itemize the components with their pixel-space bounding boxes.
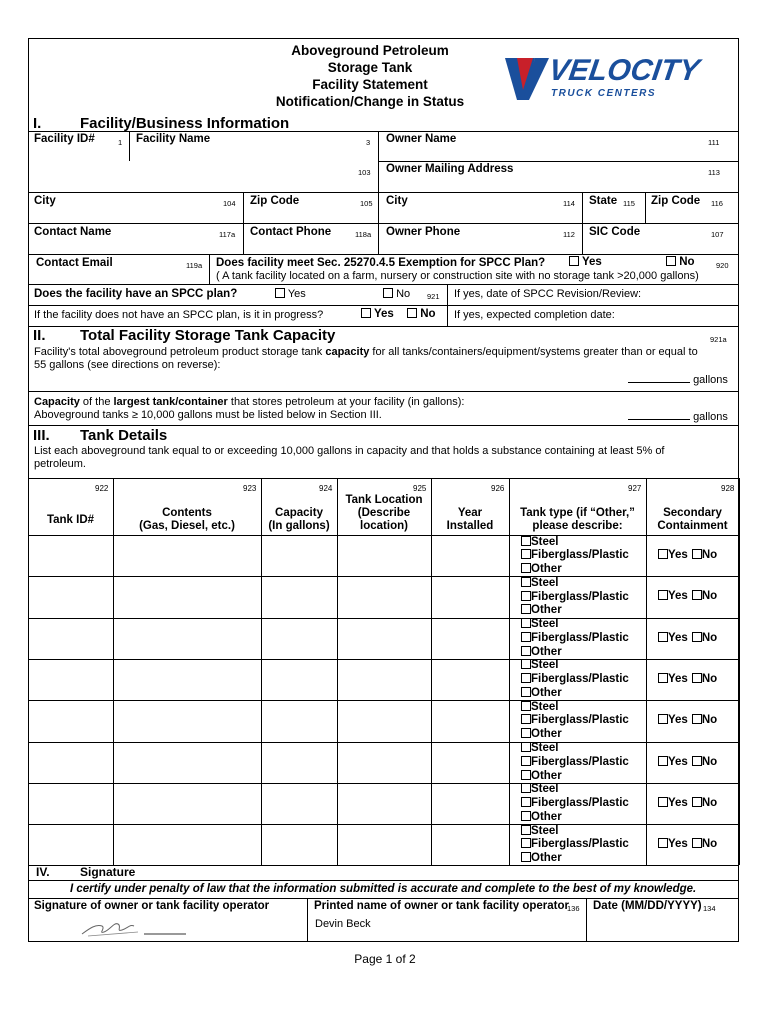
tank-type-label: Steel — [531, 659, 559, 672]
tank-type-label: Steel — [531, 742, 559, 754]
tank-type-option[interactable] — [521, 687, 629, 701]
column-header-line: Installed — [446, 520, 494, 532]
tank-type-options — [521, 825, 629, 866]
title-line-1: Aboveground Petroleum — [291, 43, 449, 58]
progress-no-checkbox[interactable] — [407, 308, 417, 318]
spcc-date-label: If yes, date of SPCC Revision/Review: — [454, 288, 642, 300]
tank-type-option[interactable] — [521, 632, 629, 646]
exemption-no[interactable] — [666, 256, 695, 268]
largest-gallons-unit: gallons — [693, 411, 728, 423]
progress-yes-checkbox[interactable] — [361, 308, 371, 318]
form-title — [230, 42, 510, 110]
tank-type-checkbox[interactable] — [521, 701, 531, 711]
tank-type-checkbox[interactable] — [521, 618, 531, 628]
tank-type-label: Fiberglass/Plastic — [531, 714, 629, 727]
exemption-num: 920 — [716, 261, 729, 270]
tank-type-label: Other — [531, 563, 562, 576]
exemption-yes[interactable] — [569, 256, 602, 268]
tank-type-options — [521, 618, 629, 659]
tank-type-option[interactable] — [521, 577, 629, 591]
containment-label: Yes — [668, 590, 688, 603]
section-2-heading: Total Facility Storage Tank Capacity — [80, 327, 336, 344]
column-header — [337, 494, 431, 533]
tank-type-checkbox[interactable] — [521, 852, 531, 862]
containment-label: No — [701, 672, 718, 685]
containment-label: No — [701, 590, 718, 603]
column-header — [28, 514, 113, 527]
no-checkbox[interactable] — [692, 549, 702, 559]
column-header-line: please describe: — [532, 520, 623, 532]
tank-type-checkbox[interactable] — [521, 728, 531, 738]
containment-label: No — [701, 755, 718, 768]
certify-statement: I certify under penalty of law that the information submitted is accurate and complete to the best of my knowledge. — [70, 883, 697, 895]
containment-label: No — [701, 796, 718, 809]
column-num: 926 — [491, 484, 505, 493]
tank-type-checkbox[interactable] — [521, 659, 531, 669]
owner-zip-label: Zip Code — [651, 195, 701, 207]
column-header-line: Capacity — [275, 507, 323, 519]
largest-tank-bold: largest tank/container — [113, 396, 228, 408]
total-gallons-field[interactable] — [628, 373, 728, 386]
containment-label: Yes — [668, 631, 688, 644]
spcc-question: Does the facility have an SPCC plan? — [34, 288, 238, 300]
tank-type-label: Fiberglass/Plastic — [531, 797, 629, 810]
tank-type-checkbox[interactable] — [521, 673, 531, 683]
sic-num: 107 — [711, 230, 724, 239]
tank-type-label: Steel — [531, 700, 559, 713]
no-checkbox[interactable] — [692, 590, 702, 600]
owner-name-label: Owner Name — [386, 133, 457, 145]
containment-label: Yes — [668, 672, 688, 685]
largest-tank-line-1 — [34, 396, 464, 408]
tank-type-checkbox[interactable] — [521, 591, 531, 601]
capacity-text-line-1 — [34, 346, 698, 358]
tank-type-label: Fiberglass/Plastic — [531, 549, 629, 562]
handwritten-signature-icon — [78, 914, 190, 940]
section-4-number: IV. — [36, 865, 50, 879]
yes-checkbox[interactable] — [658, 756, 668, 766]
column-num: 922 — [95, 484, 109, 493]
logo-subtitle: TRUCK CENTERS — [551, 88, 657, 99]
contact-name-label: Contact Name — [34, 226, 112, 238]
tank-type-option[interactable] — [521, 549, 629, 563]
tank-type-label: Steel — [531, 618, 559, 631]
title-line-2: Storage Tank — [327, 60, 413, 75]
contact-phone-num: 118a — [355, 230, 372, 239]
tank-type-checkbox[interactable] — [521, 646, 531, 656]
contact-phone-label: Contact Phone — [250, 226, 332, 238]
tank-type-label: Other — [531, 852, 562, 865]
tank-type-checkbox[interactable] — [521, 770, 531, 780]
tank-type-label: Steel — [531, 576, 559, 589]
progress-yes-label: Yes — [374, 308, 394, 320]
spcc-yes-label: Yes — [287, 288, 306, 300]
tank-type-checkbox[interactable] — [521, 783, 531, 793]
tank-type-option[interactable] — [521, 563, 629, 577]
column-num: 924 — [319, 484, 333, 493]
column-header-line: (In gallons) — [268, 520, 330, 532]
owner-zip-num: 116 — [711, 199, 723, 208]
tank-type-label: Fiberglass/Plastic — [531, 673, 629, 686]
tank-details-desc-2: petroleum. — [34, 458, 86, 470]
capacity-text-post: for all tanks/containers/equipment/systems greater than or equal to — [369, 346, 698, 358]
signature-field[interactable] — [78, 914, 190, 943]
tank-type-option[interactable] — [521, 770, 629, 784]
column-num: 925 — [413, 484, 427, 493]
tank-type-checkbox[interactable] — [521, 742, 531, 752]
section-3-number: III. — [33, 427, 50, 444]
tank-type-option[interactable] — [521, 701, 629, 715]
facility-id-num: 1 — [118, 138, 123, 147]
capacity-text-line-2: 55 gallons (see directions on reverse): — [34, 359, 221, 371]
tank-type-options — [521, 659, 629, 700]
secondary-containment-options — [658, 838, 721, 850]
column-header-line: Secondary — [663, 507, 722, 519]
total-gallons-unit: gallons — [693, 374, 728, 386]
containment-label: No — [701, 714, 718, 727]
tank-type-checkbox[interactable] — [521, 825, 531, 835]
city-label: City — [34, 195, 56, 207]
column-header-line: Contents — [162, 507, 212, 519]
yes-checkbox[interactable] — [658, 673, 668, 683]
contact-email-label: Contact Email — [36, 257, 113, 269]
owner-city-num: 114 — [563, 199, 575, 208]
printed-name-num: 136 — [567, 904, 580, 913]
tank-type-options — [521, 742, 629, 783]
progress-question: If the facility does not have an SPCC plan, is it in progress? — [34, 309, 324, 321]
tank-type-option[interactable] — [521, 591, 629, 605]
containment-label: No — [701, 549, 718, 561]
logo-wordmark: VELOCITY — [546, 54, 702, 87]
tank-type-option[interactable] — [521, 673, 629, 687]
section-1-heading: Facility/Business Information — [80, 115, 290, 132]
tank-type-checkbox[interactable] — [521, 549, 531, 559]
tank-type-option[interactable] — [521, 646, 629, 660]
contact-email-num: 119a — [186, 261, 203, 270]
tank-type-option[interactable] — [521, 825, 629, 839]
tank-type-label: Fiberglass/Plastic — [531, 838, 629, 851]
spcc-no-checkbox[interactable] — [383, 288, 393, 298]
tank-type-label: Steel — [531, 824, 559, 837]
tank-type-option[interactable] — [521, 852, 629, 866]
exemption-yes-checkbox[interactable] — [569, 256, 579, 266]
secondary-containment-options — [658, 756, 721, 768]
owner-mailing-num: 113 — [708, 168, 720, 177]
tank-type-checkbox[interactable] — [521, 838, 531, 848]
secondary-containment-options — [658, 673, 721, 685]
exemption-yes-label: Yes — [582, 256, 602, 268]
facility-name-label: Facility Name — [136, 133, 211, 145]
secondary-containment-options — [658, 714, 721, 726]
tank-type-checkbox[interactable] — [521, 577, 531, 587]
column-header-line: Containment — [657, 520, 728, 532]
tank-type-checkbox[interactable] — [521, 604, 531, 614]
containment-label: Yes — [668, 755, 688, 768]
containment-label: No — [701, 631, 718, 644]
tank-type-option[interactable] — [521, 714, 629, 728]
contact-name-num: 117a — [219, 230, 236, 239]
zip-num: 105 — [360, 199, 373, 208]
column-header-line: location) — [360, 520, 408, 532]
column-header-line: Tank type (if “Other,” — [520, 507, 635, 519]
exemption-no-checkbox[interactable] — [666, 256, 676, 266]
facility-name-num: 3 — [366, 138, 371, 147]
tank-type-option[interactable] — [521, 783, 629, 797]
largest-tank-capacity-word: Capacity — [34, 396, 80, 408]
tank-type-option[interactable] — [521, 756, 629, 770]
column-header-line: (Gas, Diesel, etc.) — [139, 520, 235, 532]
spcc-yes-checkbox[interactable] — [275, 288, 285, 298]
exemption-note: ( A tank facility located on a farm, nursery or construction site with no storage tank >20,000 gallons) — [216, 270, 699, 282]
tank-details-desc-1: List each aboveground tank equal to or exceeding 10,000 gallons in capacity and that holds a substance containing at least 5% of — [34, 445, 665, 457]
section-3-heading: Tank Details — [80, 427, 168, 444]
spcc-no[interactable] — [383, 288, 410, 300]
title-line-4: Notification/Change in Status — [275, 94, 465, 109]
column-header — [113, 507, 261, 533]
tank-type-label: Steel — [531, 783, 559, 796]
owner-city-label: City — [386, 195, 408, 207]
tank-type-label: Other — [531, 604, 562, 617]
tank-type-checkbox[interactable] — [521, 811, 531, 821]
owner-mailing-label: Owner Mailing Address — [386, 163, 514, 175]
title-line-3: Facility Statement — [312, 77, 428, 92]
containment-label: Yes — [668, 838, 688, 851]
tank-type-label: Other — [531, 810, 562, 823]
capacity-text-bold: capacity — [325, 346, 370, 358]
state-num: 115 — [623, 199, 635, 208]
column-num: 923 — [243, 484, 257, 493]
capacity-text-pre: Facility's total aboveground petroleum product storage tank — [34, 346, 326, 358]
column-header — [261, 507, 337, 533]
sic-label: SIC Code — [589, 226, 641, 238]
column-num: 927 — [628, 484, 642, 493]
tank-type-option[interactable] — [521, 742, 629, 756]
column-header-line: Tank Location — [345, 494, 423, 506]
no-checkbox[interactable] — [692, 797, 702, 807]
exemption-question: Does facility meet Sec. 25270.4.5 Exemption for SPCC Plan? — [216, 257, 546, 269]
yes-checkbox[interactable] — [658, 632, 668, 642]
column-header — [509, 507, 646, 533]
column-header-line: Year — [457, 507, 483, 519]
tank-type-label: Other — [531, 686, 562, 699]
tank-type-checkbox[interactable] — [521, 536, 531, 546]
containment-label: Yes — [668, 549, 688, 561]
secondary-containment-options — [658, 797, 721, 809]
owner-phone-label: Owner Phone — [386, 226, 461, 238]
tank-type-label: Steel — [531, 535, 559, 548]
exemption-no-label: No — [679, 256, 695, 268]
tank-type-option[interactable] — [521, 797, 629, 811]
tank-type-option[interactable] — [521, 838, 629, 852]
tank-type-options — [521, 577, 629, 618]
yes-checkbox[interactable] — [658, 838, 668, 848]
address-num: 103 — [358, 168, 371, 177]
tank-type-label: Fiberglass/Plastic — [531, 755, 629, 768]
no-checkbox[interactable] — [692, 756, 702, 766]
section-2-num: 921a — [710, 335, 727, 344]
printed-name-value[interactable]: Devin Beck — [315, 918, 371, 930]
largest-tank-of-the: of the — [79, 396, 114, 408]
tank-type-options — [521, 536, 629, 577]
tank-type-option[interactable] — [521, 618, 629, 632]
tank-type-checkbox[interactable] — [521, 756, 531, 766]
state-label: State — [589, 195, 618, 207]
progress-no-label: No — [420, 308, 436, 320]
yes-checkbox[interactable] — [658, 797, 668, 807]
secondary-containment-options — [658, 549, 721, 561]
column-header — [646, 507, 739, 533]
total-gallons-blank[interactable] — [628, 373, 690, 383]
city-num: 104 — [223, 199, 236, 208]
tank-type-option[interactable] — [521, 811, 629, 825]
owner-name-num: 111 — [708, 138, 720, 147]
tank-type-option[interactable] — [521, 604, 629, 618]
largest-tank-line-2: Aboveground tanks ≥ 10,000 gallons must be listed below in Section III. — [34, 409, 382, 421]
spcc-yes[interactable] — [275, 288, 306, 300]
section-1-number: I. — [33, 115, 42, 132]
tank-type-checkbox[interactable] — [521, 563, 531, 573]
progress-yes[interactable] — [361, 308, 394, 320]
spcc-num: 921 — [427, 292, 440, 301]
tank-type-checkbox[interactable] — [521, 714, 531, 724]
largest-gallons-field[interactable] — [628, 410, 728, 423]
velocity-logo — [503, 54, 715, 104]
tank-type-label: Other — [531, 645, 562, 658]
secondary-containment-options — [658, 632, 721, 644]
tank-type-label: Other — [531, 728, 562, 741]
column-header-line: Tank ID# — [46, 514, 95, 526]
tank-type-checkbox[interactable] — [521, 797, 531, 807]
tank-type-label: Fiberglass/Plastic — [531, 590, 629, 603]
tank-type-options — [521, 701, 629, 742]
yes-checkbox[interactable] — [658, 714, 668, 724]
tank-type-option[interactable] — [521, 728, 629, 742]
tank-type-checkbox[interactable] — [521, 687, 531, 697]
printed-name-label: Printed name of owner or tank facility operator — [314, 900, 569, 912]
progress-no[interactable] — [407, 308, 436, 320]
signature-label: Signature of owner or tank facility operator — [34, 900, 270, 912]
tank-type-label: Other — [531, 769, 562, 782]
date-label: Date (MM/DD/YYYY) — [593, 900, 702, 912]
yes-checkbox[interactable] — [658, 590, 668, 600]
completion-date-label: If yes, expected completion date: — [454, 309, 615, 321]
containment-label: Yes — [668, 796, 688, 809]
containment-label: No — [701, 838, 718, 851]
largest-gallons-blank[interactable] — [628, 410, 690, 420]
facility-id-label: Facility ID# — [34, 133, 95, 145]
section-4-heading: Signature — [80, 865, 136, 879]
page-number: Page 1 of 2 — [354, 952, 416, 966]
no-checkbox[interactable] — [692, 632, 702, 642]
date-num: 134 — [703, 904, 716, 913]
no-checkbox[interactable] — [692, 838, 702, 848]
zip-label: Zip Code — [250, 195, 300, 207]
tank-type-label: Fiberglass/Plastic — [531, 631, 629, 644]
column-num: 928 — [721, 484, 735, 493]
section-2-number: II. — [33, 327, 46, 344]
column-header — [431, 507, 509, 533]
tank-type-option[interactable] — [521, 536, 629, 550]
largest-tank-post: that stores petroleum at your facility (in gallons): — [227, 396, 465, 408]
containment-label: Yes — [668, 714, 688, 727]
tank-type-checkbox[interactable] — [521, 632, 531, 642]
tank-type-options — [521, 783, 629, 824]
yes-checkbox[interactable] — [658, 549, 668, 559]
owner-phone-num: 112 — [563, 230, 575, 239]
column-header-line: (Describe — [357, 507, 411, 519]
no-checkbox[interactable] — [692, 714, 702, 724]
secondary-containment-options — [658, 590, 721, 602]
tank-type-option[interactable] — [521, 659, 629, 673]
spcc-no-label: No — [396, 288, 411, 300]
no-checkbox[interactable] — [692, 673, 702, 683]
